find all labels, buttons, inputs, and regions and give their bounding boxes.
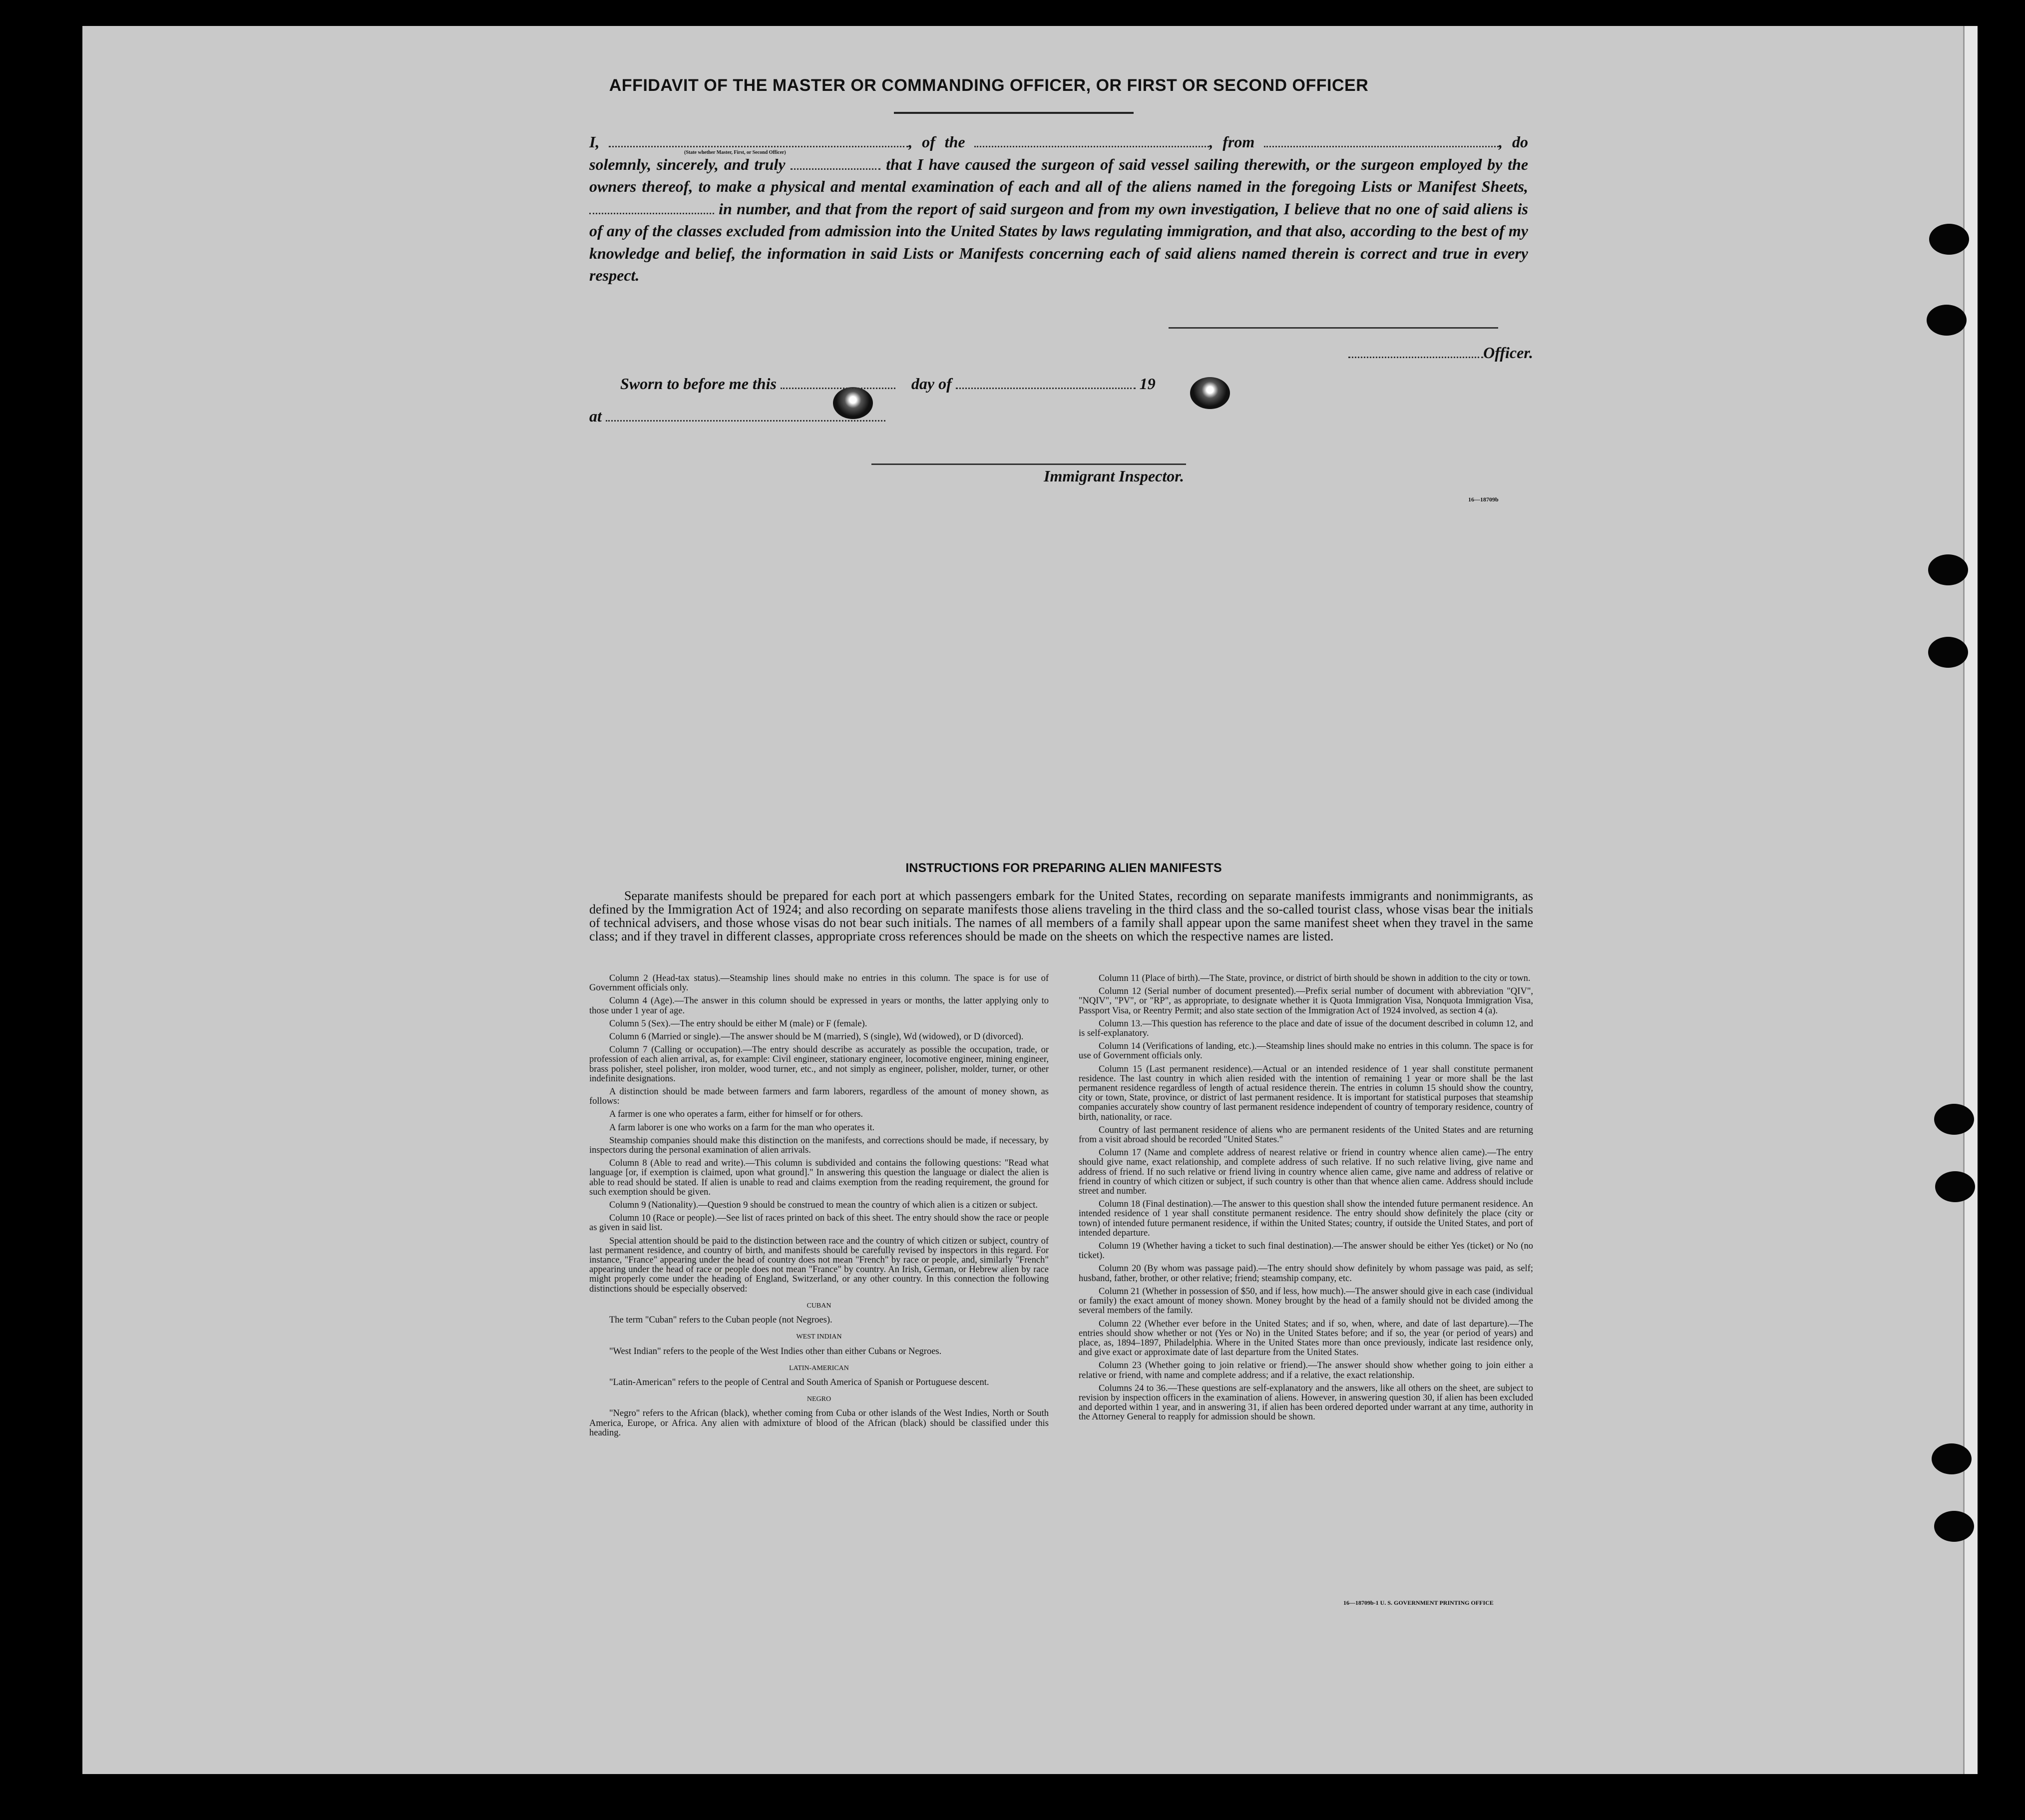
- instruction-paragraph: Column 5 (Sex).—The entry should be either M (male) or F (female).: [609, 1018, 867, 1029]
- instruction-paragraph: Column 21 (Whether in possession of $50, and if less, how much).—The answer should give in each case (individual or family) the exact amount of money shown. Money brought by the head of a family should not be divided among the several members of the family.: [1079, 1286, 1533, 1316]
- negro-heading: NEGRO: [807, 1395, 831, 1403]
- instruction-paragraph: Column 17 (Name and complete address of nearest relative or friend in country whence alien came).—The entry should give name, exact relationship, and complete address of such relative. If no such relative living, give name and address of friend. If no such relative or friend living in country whence alien came, give name and address of relative or friend in country of which citizen or subject, if such country is other than that whence alien came. Address should include street and number.: [1079, 1148, 1533, 1197]
- instruction-paragraph: Column 14 (Verifications of landing, etc.).—Steamship lines should make no entries in this column. The space is for use of Government officials only.: [1079, 1041, 1533, 1061]
- inspector-signature-line[interactable]: [871, 463, 1186, 465]
- sworn-line: [620, 375, 1269, 393]
- instruction-paragraph: Column 9 (Nationality).—Question 9 should be construed to mean the country of which alien is a citizen or subject.: [609, 1200, 1038, 1211]
- instruction-paragraph: A distinction should be made between farmers and farm laborers, regardless of the amount of money shown, as follows:: [589, 1087, 1049, 1107]
- instructions-intro: Separate manifests should be prepared for each port at which passengers embark for the United States, recording on separate manifests immigrants and nonimmigrants, as defined by the Immigration Act of 1924; and also recording on separate manifests those aliens traveling in the third class and the so-called tourist class, whose visas bear the initials of technical advisers, and those whose visas do not bear such initials. The names of all members of a family shall appear upon the same manifest sheet when they travel in the same class; and if they travel in different classes, appropriate cross references should be made on the sheets on which the respective names are listed.: [589, 889, 1533, 943]
- count-field[interactable]: [589, 201, 714, 214]
- officer-rank-field[interactable]: [609, 134, 908, 147]
- port-field[interactable]: [1264, 134, 1499, 147]
- vessel-name-field[interactable]: [974, 134, 1209, 147]
- negro-text: "Negro" refers to the African (black), whether coming from Cuba or other islands of the West Indies, North or South America, Europe, or Africa. Any alien with admixture of blood of the African (black) should be classified under this heading.: [589, 1408, 1049, 1438]
- page-edge-strip: [1963, 26, 1978, 1774]
- punch-hole: [1934, 1104, 1974, 1135]
- instruction-paragraph: Column 7 (Calling or occupation).—The entry should describe as accurately as possible the occupation, trade, or profession of each alien arrival, as, for example: Civil engineer, stationary engineer, locomotive engineer, mining engineer, brass polisher, steel polisher, iron molder, wood turner, etc., and not simply as engineer, polisher, molder, turner, or other indefinite designations.: [589, 1045, 1049, 1084]
- cuban-text: The term "Cuban" refers to the Cuban people (not Negroes).: [609, 1315, 832, 1326]
- title-underline: [894, 112, 1134, 114]
- instructions-right-column: [1079, 974, 1533, 1426]
- instruction-paragraph: Column 18 (Final destination).—The answer to this question shall show the intended future permanent residence. An intended residence of 1 year shall constitute permanent residence. The entry should show definitely the place (city or town) of intended future permanent residence, if within the United States; country, if outside the United States, and port of intended departure.: [1079, 1199, 1533, 1238]
- instruction-paragraph: Column 6 (Married or single).—The answer should be M (married), S (single), Wd (widowed), or D (divorced).: [609, 1032, 1024, 1042]
- day-of-label: day of: [911, 375, 952, 393]
- punch-hole: [1929, 224, 1969, 255]
- rank-subnote: (State whether Master, First, or Second Officer): [684, 150, 786, 155]
- instruction-paragraph: Column 13.—This question has reference to the place and date of issue of the document described in column 12, and is self-explanatory.: [1079, 1018, 1533, 1039]
- instruction-paragraph: Column 15 (Last permanent residence).—Actual or an intended residence of 1 year shall constitute permanent residence. The last country in which alien resided with the intention of remaining 1 year or more shall be the last permanent residence regardless of length of actual residence therein. The entries in column 15 should show the country, city or town, State, province, or district of last permanent residence. It is important for statistical purposes that steamship companies accurately show country of last permanent residence independent of country of temporary residence, country of birth, nationality, or race.: [1079, 1064, 1533, 1122]
- instruction-paragraph: Columns 24 to 36.—These questions are self-explanatory and the answers, like all others on the sheet, are subject to revision by inspection officers in the examination of aliens. However, in answering question 30, if alien has been excluded and deported within 1 year, and in answering 31, if alien has been ordered deported under warrant at any time, authority in the Attorney General to reapply for admission should be shown.: [1079, 1383, 1533, 1422]
- form-number: 16—18709b: [1468, 496, 1499, 503]
- instruction-paragraph: Column 23 (Whether going to join relative or friend).—The answer should show whether going to join either a relative or friend, with name and complete address; and if a relative, the exact relationship.: [1079, 1361, 1533, 1380]
- instruction-paragraph: Column 12 (Serial number of document presented).—Prefix serial number of document with abbreviation "QIV", "NQIV", "PV", or "RP", as appropriate, to designate whether it is Quota Immigration Visa, Nonquota Immigration Visa, Passport Visa, or Reentry Permit; and also state section of the Immigration Act of 1924 involved, as section 4 (a).: [1079, 986, 1533, 1016]
- punch-hole: [1935, 1171, 1975, 1202]
- instruction-paragraph: Column 8 (Able to read and write).—This column is subdivided and contains the following questions: "Read what language [or, if exemption is claimed, upon what ground]." In answering this question the language or dialect the alien is able to read should be stated. If alien is unable to read and claims exemption from the reading requirement, the ground for such exemption should be given.: [589, 1158, 1049, 1197]
- officer-title-field[interactable]: [1348, 345, 1483, 358]
- at-label: at: [589, 407, 602, 425]
- instruction-paragraph: Column 11 (Place of birth).—The State, province, or district of birth should be shown in addition to the city or town.: [1099, 973, 1531, 983]
- instruction-paragraph: Column 20 (By whom was passage paid).—The entry should show definitely by whom passage was paid, as self; husband, father, brother, or other relative; friend; steamship company, etc.: [1079, 1264, 1533, 1284]
- punch-hole: [1934, 1511, 1974, 1542]
- cuban-heading: CUBAN: [807, 1302, 831, 1310]
- instruction-paragraph: A farmer is one who operates a farm, either for himself or for others.: [609, 1109, 863, 1120]
- officer-signature: [1333, 344, 1533, 362]
- sworn-month-field[interactable]: [956, 376, 1136, 389]
- from-label: , from: [1209, 133, 1255, 151]
- instruction-paragraph: Column 2 (Head-tax status).—Steamship lines should make no entries in this column. The space is for use of Government officials only.: [589, 973, 1049, 993]
- instruction-paragraph: Country of last permanent residence of aliens who are permanent residents of the United States and are returning from a visit abroad should be recorded "United States.": [1079, 1125, 1533, 1145]
- printing-office-footer: 16—18709b-1 U. S. GOVERNMENT PRINTING OFFICE: [1343, 1599, 1494, 1606]
- sworn-day-field[interactable]: [781, 376, 895, 389]
- punch-hole: [1927, 305, 1967, 336]
- instructions-left-column: [589, 974, 1049, 1441]
- punch-hole: [1932, 1443, 1972, 1474]
- body-part-3: in number, and that from the report of said surgeon and from my own investigation, I believe that no one of said aliens is of any of the classes excluded from admission into the United States by laws regulating immigration, and that also, according to the best of my knowledge and belief, the information in said Lists or Manifests concerning each of said aliens named therein is correct and true in every respect.: [589, 199, 1529, 284]
- of-the-label: , of the: [908, 133, 965, 151]
- affidavit-title: AFFIDAVIT OF THE MASTER OR COMMANDING OFFICER, OR FIRST OR SECOND OFFICER: [609, 76, 1369, 95]
- body-part-1: solemnly, sincerely, and truly: [589, 155, 786, 173]
- body-part-2: that I have caused the surgeon of said vessel sailing therewith, or the surgeon employed by the owners thereof, to make a physical and mental examination of each and all of the aliens named in the foregoing Lists or Manifest Sheets,: [589, 155, 1529, 195]
- west-indian-heading: WEST INDIAN: [796, 1333, 842, 1341]
- instruction-paragraph: Steamship companies should make this distinction on the manifests, and corrections should be made, if necessary, by inspectors during the personal examination of alien arrivals.: [589, 1135, 1049, 1156]
- west-indian-text: "West Indian" refers to the people of the West Indies other than either Cubans or Negroes.: [609, 1346, 942, 1357]
- instruction-paragraph: Special attention should be paid to the distinction between race and the country of which citizen or subject, country of last permanent residence, and country of birth, and manifests should be carefully revised by inspectors in this regard. For instance, "France" appearing under the head of country does not mean "French" by race or people, and, similarly "French" appearing under the head of race or people does not mean "France" by country. An Irish, German, or Hebrew alien by race might properly come under the heading of England, Switzerland, or any other country. In this connection the following distinctions should be especially observed:: [589, 1236, 1049, 1294]
- punch-hole: [1928, 637, 1968, 668]
- punch-hole: [1928, 554, 1968, 585]
- year-prefix: 19: [1139, 375, 1156, 393]
- instructions-title: INSTRUCTIONS FOR PREPARING ALIEN MANIFESTS: [905, 861, 1222, 875]
- signature-line[interactable]: [1169, 327, 1498, 329]
- inspector-label: Immigrant Inspector.: [1044, 467, 1184, 485]
- sworn-label: Sworn to before me this: [620, 375, 777, 393]
- latin-american-heading: LATIN-AMERICAN: [789, 1364, 849, 1372]
- do-label: , do: [1499, 133, 1529, 151]
- oath-field[interactable]: [791, 156, 880, 170]
- latin-american-text: "Latin-American" refers to the people of Central and South America of Spanish or Portuguese descent.: [609, 1377, 989, 1387]
- i-label: I,: [589, 133, 600, 151]
- at-line: [589, 407, 939, 426]
- instruction-paragraph: A farm laborer is one who works on a farm for the man who operates it.: [609, 1122, 875, 1133]
- place-field[interactable]: [606, 408, 885, 422]
- instruction-paragraph: Column 22 (Whether ever before in the United States; and if so, when, where, and date of last departure).—The entries should show whether or not (Yes or No) in the United States before; and if so, the year (or period of years) and place, as, 1894–1897, Philadelphia. Where in the United States more than once previously, indicate last residence only, and give exact or approximate date of last departure from the United States.: [1079, 1319, 1533, 1358]
- instruction-paragraph: Column 10 (Race or people).—See list of races printed on back of this sheet. The entry should show the race or people as given in said list.: [589, 1213, 1049, 1233]
- officer-label: Officer.: [1483, 344, 1533, 362]
- instruction-paragraph: Column 19 (Whether having a ticket to such final destination).—The answer should be either Yes (ticket) or No (no ticket).: [1079, 1241, 1533, 1261]
- instruction-paragraph: Column 4 (Age).—The answer in this column should be expressed in years or months, the latter applying only to those under 1 year of age.: [589, 996, 1049, 1016]
